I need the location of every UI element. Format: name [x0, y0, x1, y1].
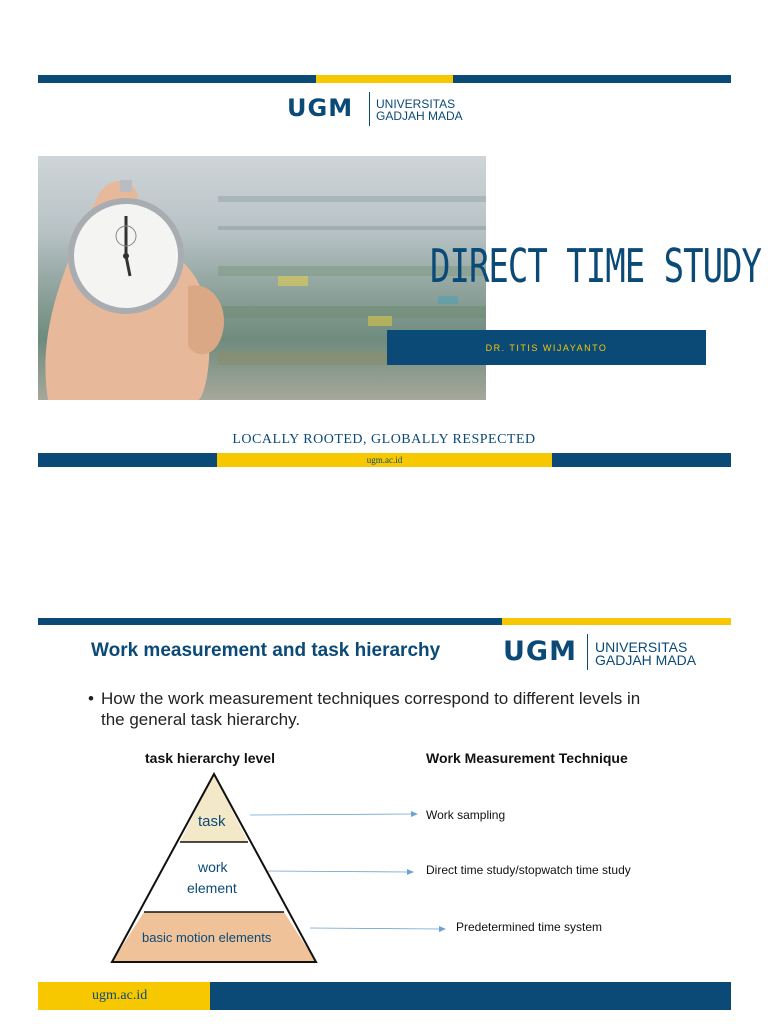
slide2-footer-bar: [210, 982, 731, 1010]
author-bar: [387, 330, 706, 365]
slide2-ugm-logo: [503, 634, 713, 672]
technique-predetermined: Predetermined time system: [456, 920, 603, 934]
logo-abbr: UGM: [287, 94, 354, 122]
pyramid-level-task: [180, 774, 248, 842]
top-bar-left: [38, 75, 316, 83]
col-head-right: Work Measurement Technique: [426, 750, 628, 766]
author-name: DR. TITIS WIJAYANTO: [485, 342, 608, 353]
top-bar-right: [453, 75, 731, 83]
col-head-left: task hierarchy level: [145, 750, 275, 766]
logo-line1: UNIVERSITAS: [376, 97, 456, 111]
footer-url[interactable]: ugm.ac.id: [366, 455, 403, 465]
technique-direct-time-study: Direct time study/stopwatch time study: [426, 863, 631, 877]
slide2-top-bar-accent: [502, 618, 731, 625]
level-label-element: element: [187, 880, 237, 896]
level-label-task: task: [198, 813, 226, 830]
logo-divider: [369, 92, 370, 126]
top-bar-accent: [316, 75, 453, 83]
ugm-logo: [287, 92, 487, 128]
slide2-title: Work measurement and task hierarchy: [91, 640, 441, 661]
slide2-logo-divider: [587, 634, 588, 670]
bottom-bar-left: [38, 453, 217, 467]
slide2-top-bar-left: [38, 618, 502, 625]
tagline: LOCALLY ROOTED, GLOBALLY RESPECTED: [232, 432, 536, 447]
bullet-dot: •: [88, 689, 94, 708]
slide2-footer-accent: [38, 982, 210, 1010]
slide2-footer-url[interactable]: ugm.ac.id: [92, 988, 148, 1003]
bullet-point: [88, 688, 648, 730]
bullet-text: How the work measurement techniques correspond to different levels in the general task hierarchy.: [101, 689, 641, 729]
slide2-logo-line1: UNIVERSITAS: [595, 639, 688, 655]
bottom-bar-accent: [217, 453, 552, 467]
level-label-motion: basic motion elements: [142, 930, 272, 945]
level-label-work: work: [198, 859, 228, 875]
deck-title: DIRECT TIME STUDY: [430, 240, 761, 294]
technique-work-sampling: Work sampling: [426, 808, 506, 822]
logo-line2: GADJAH MADA: [376, 109, 463, 123]
slide2-logo-abbr: UGM: [503, 636, 577, 667]
slide2-logo-line2: GADJAH MADA: [595, 652, 697, 668]
bottom-bar-right: [552, 453, 731, 467]
